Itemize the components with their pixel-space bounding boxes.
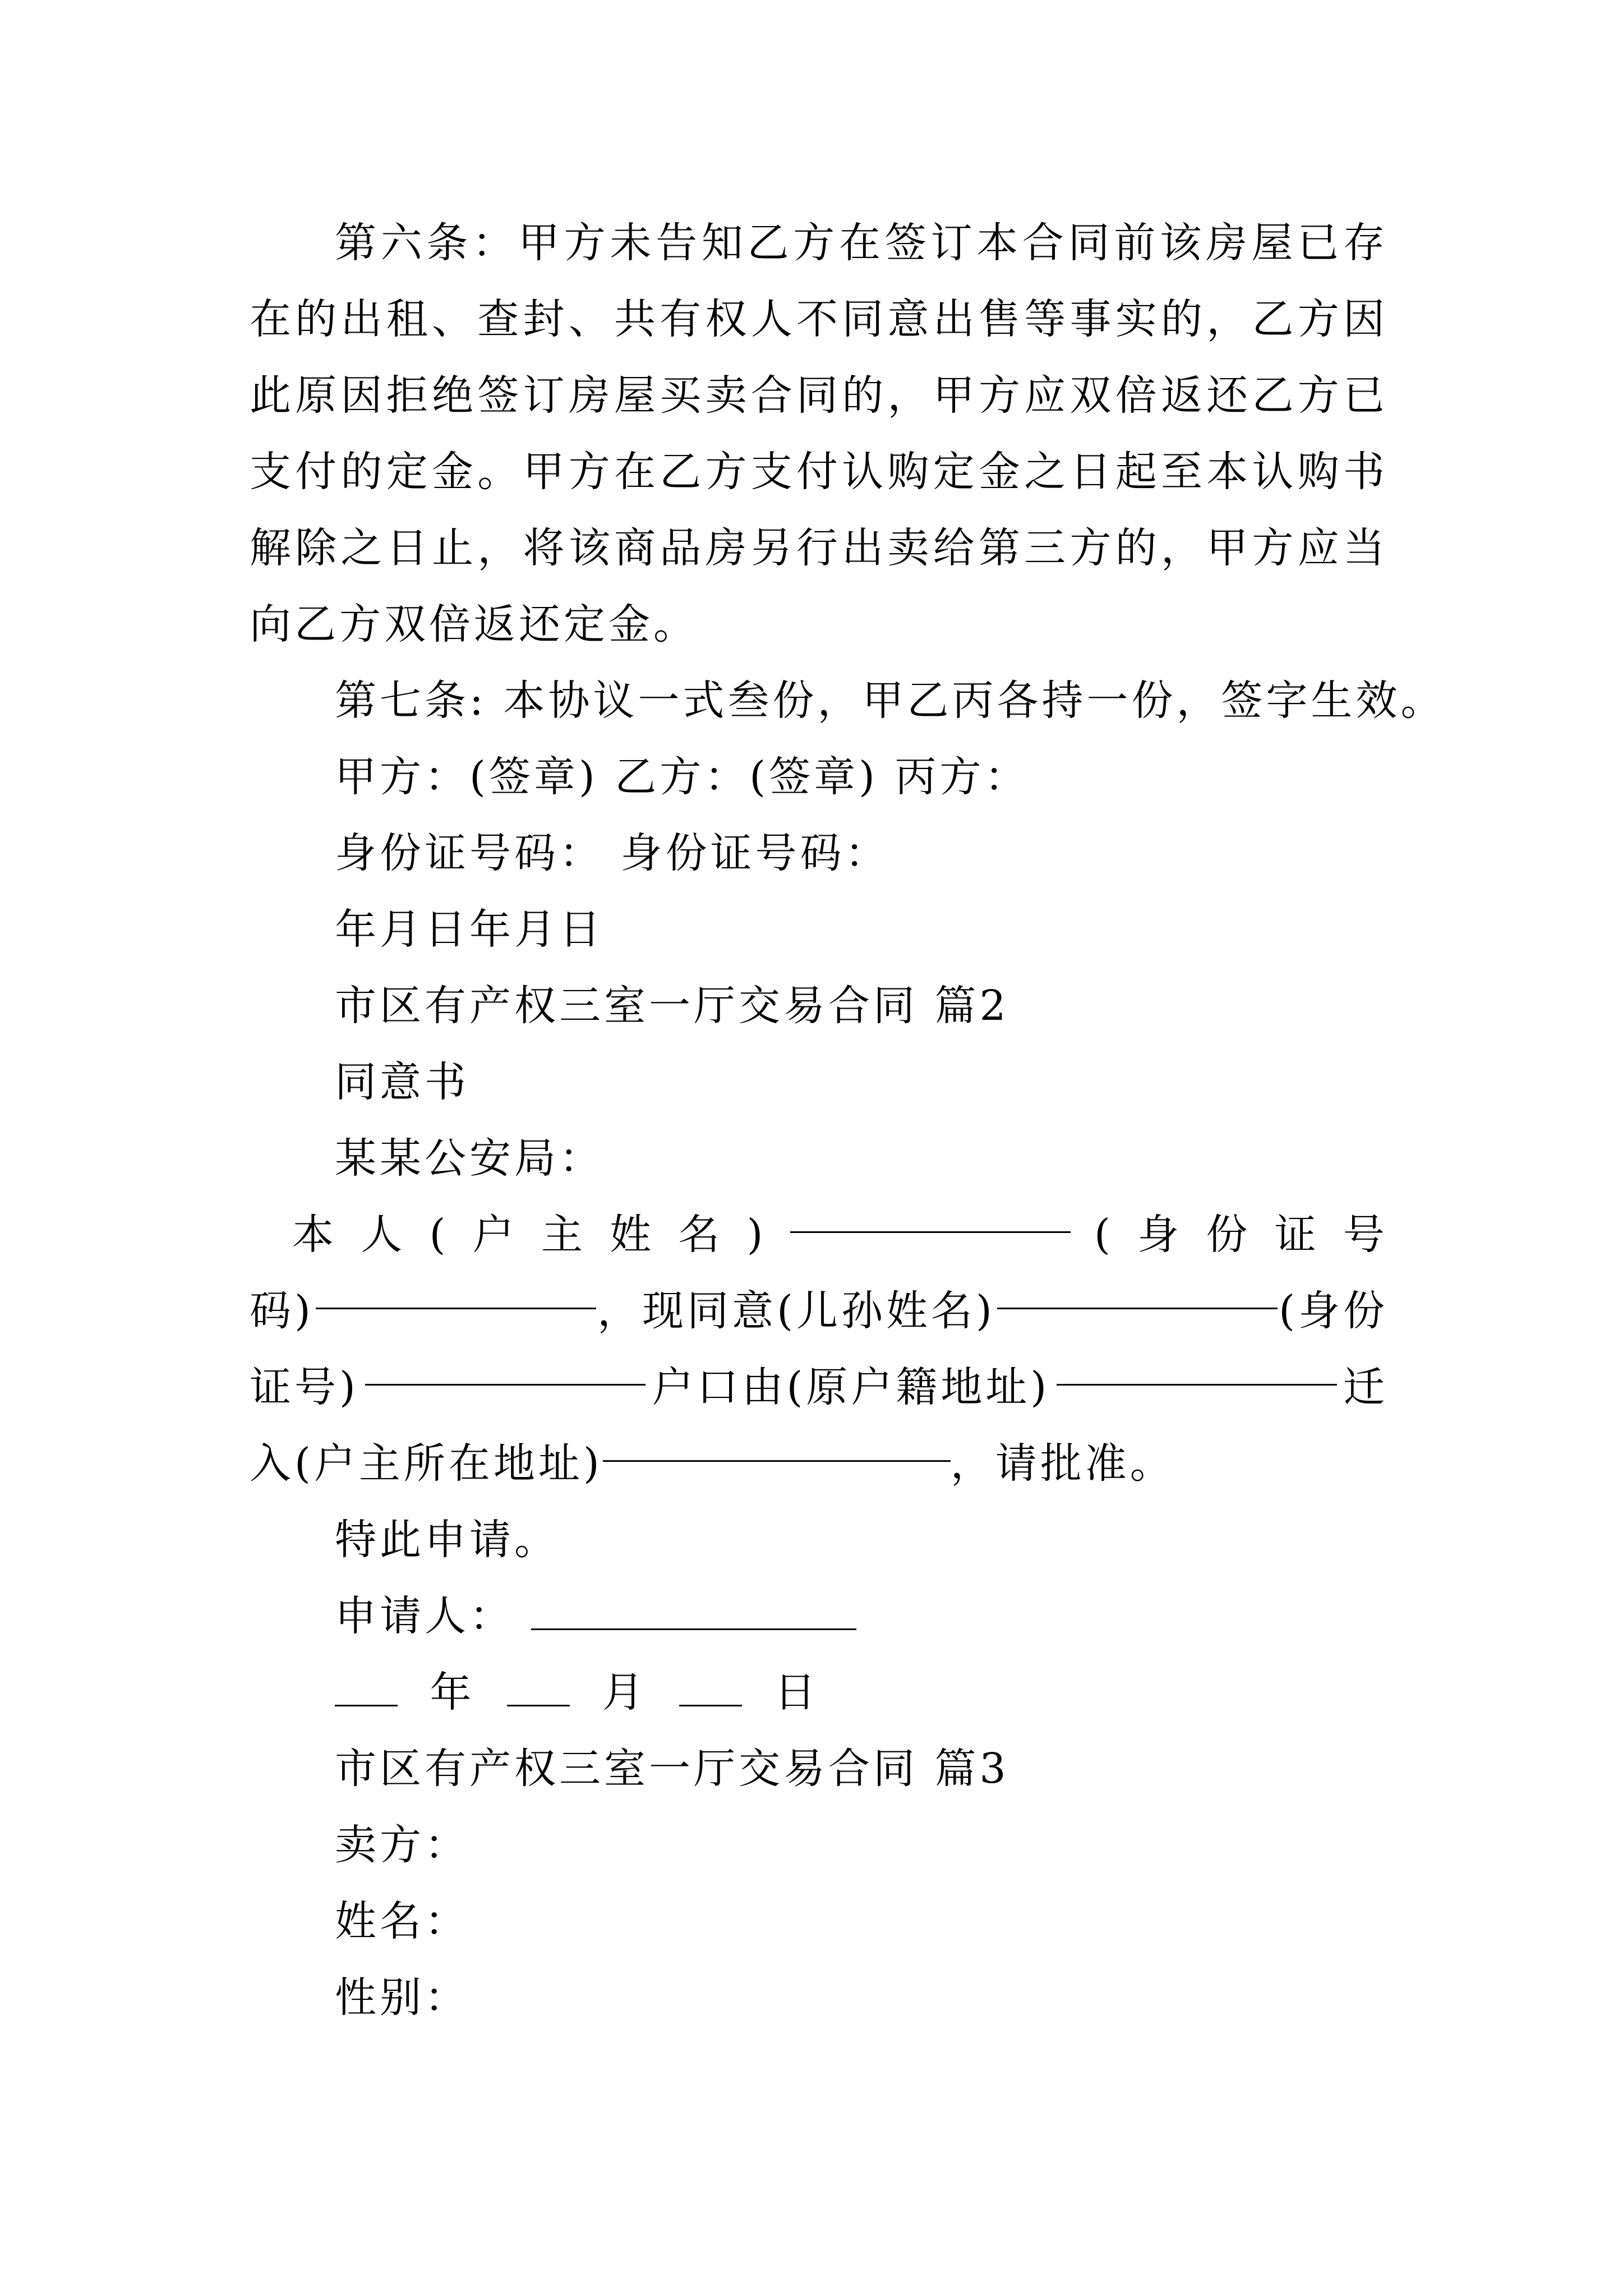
consent-text: 户口由(原户籍地址) xyxy=(652,1363,1050,1411)
consent-char: 份 xyxy=(1206,1211,1251,1259)
householder-name-blank[interactable] xyxy=(790,1197,1071,1233)
year-blank[interactable] xyxy=(335,1670,398,1706)
consent-text: ，现同意(儿孙姓名) xyxy=(597,1287,995,1335)
consent-text: 迁 xyxy=(1343,1363,1388,1411)
document-page xyxy=(250,205,1446,2036)
consent-addressee: 某某公安局： xyxy=(335,1134,604,1182)
applicant-label: 申请人： xyxy=(335,1592,514,1640)
month-label: 月 xyxy=(602,1668,647,1717)
applicant-signature-blank[interactable] xyxy=(531,1594,856,1630)
consent-body xyxy=(250,1197,1388,1502)
year-label: 年 xyxy=(430,1668,475,1717)
consent-row-1 xyxy=(250,1197,1388,1273)
consent-char: 号 xyxy=(1343,1211,1388,1259)
consent-text: ，请批准。 xyxy=(950,1439,1175,1488)
seller-label: 卖方： xyxy=(335,1821,469,1869)
consent-char: 本 xyxy=(292,1211,337,1259)
descendant-id-blank[interactable] xyxy=(365,1349,645,1386)
consent-char: 身 xyxy=(1137,1211,1183,1259)
consent-char: 证 xyxy=(1274,1211,1320,1259)
consent-row-3 xyxy=(250,1349,1388,1425)
day-label: 日 xyxy=(774,1668,819,1717)
applicant-line xyxy=(250,1578,1388,1654)
householder-address-blank[interactable] xyxy=(603,1425,951,1462)
consent-text: 码) xyxy=(250,1287,314,1335)
consent-row-4 xyxy=(250,1425,1388,1502)
id-number-line: 身份证号码： 身份证号码： xyxy=(335,829,890,877)
consent-text: 证号) xyxy=(250,1363,359,1411)
article-6-paragraph: 第六条：甲方未告知乙方在签订本合同前该房屋已存在的出租、查封、共有权人不同意出售等事实的，乙方因此原因拒绝签订房屋买卖合同的，甲方应双倍返还乙方已支付的定金。甲方在乙方支付认购定金之日起至本认购书解除之日止，将该商品房另行出卖给第三方的，甲方应当向乙方双倍返还定金。 xyxy=(250,219,1388,648)
consent-char: 人 xyxy=(361,1211,406,1259)
consent-row-2 xyxy=(250,1273,1388,1349)
consent-text: 入(户主所在地址) xyxy=(250,1439,603,1488)
month-blank[interactable] xyxy=(507,1670,570,1706)
date-line: 年月日年月日 xyxy=(335,905,604,954)
consent-char: 姓 xyxy=(610,1211,655,1259)
descendant-name-blank[interactable] xyxy=(997,1273,1278,1309)
gender-label: 性别： xyxy=(335,1973,469,2022)
original-address-blank[interactable] xyxy=(1057,1349,1337,1386)
signature-line: 甲方：(签章) 乙方：(签章) 丙方： xyxy=(335,753,1030,801)
consent-text: (身份 xyxy=(1279,1287,1388,1335)
section-3-title: 市区有产权三室一厅交易合同 篇3 xyxy=(335,1745,1009,1793)
consent-char: ) xyxy=(746,1211,767,1259)
consent-title: 同意书 xyxy=(335,1058,469,1106)
consent-char: 主 xyxy=(541,1211,586,1259)
section-2-title: 市区有产权三室一厅交易合同 篇2 xyxy=(335,982,1009,1030)
consent-closing: 特此申请。 xyxy=(335,1516,559,1564)
householder-id-blank[interactable] xyxy=(316,1273,596,1309)
consent-char: ( xyxy=(429,1211,449,1259)
name-label: 姓名： xyxy=(335,1897,469,1945)
day-blank[interactable] xyxy=(679,1670,742,1706)
consent-date-line xyxy=(250,1654,1388,1731)
consent-char: 名 xyxy=(678,1211,723,1259)
consent-char: 户 xyxy=(472,1211,518,1259)
consent-char: ( xyxy=(1094,1211,1114,1259)
article-7-line: 第七条: 本协议一式叁份，甲乙丙各持一份，签字生效。 xyxy=(335,677,1446,725)
